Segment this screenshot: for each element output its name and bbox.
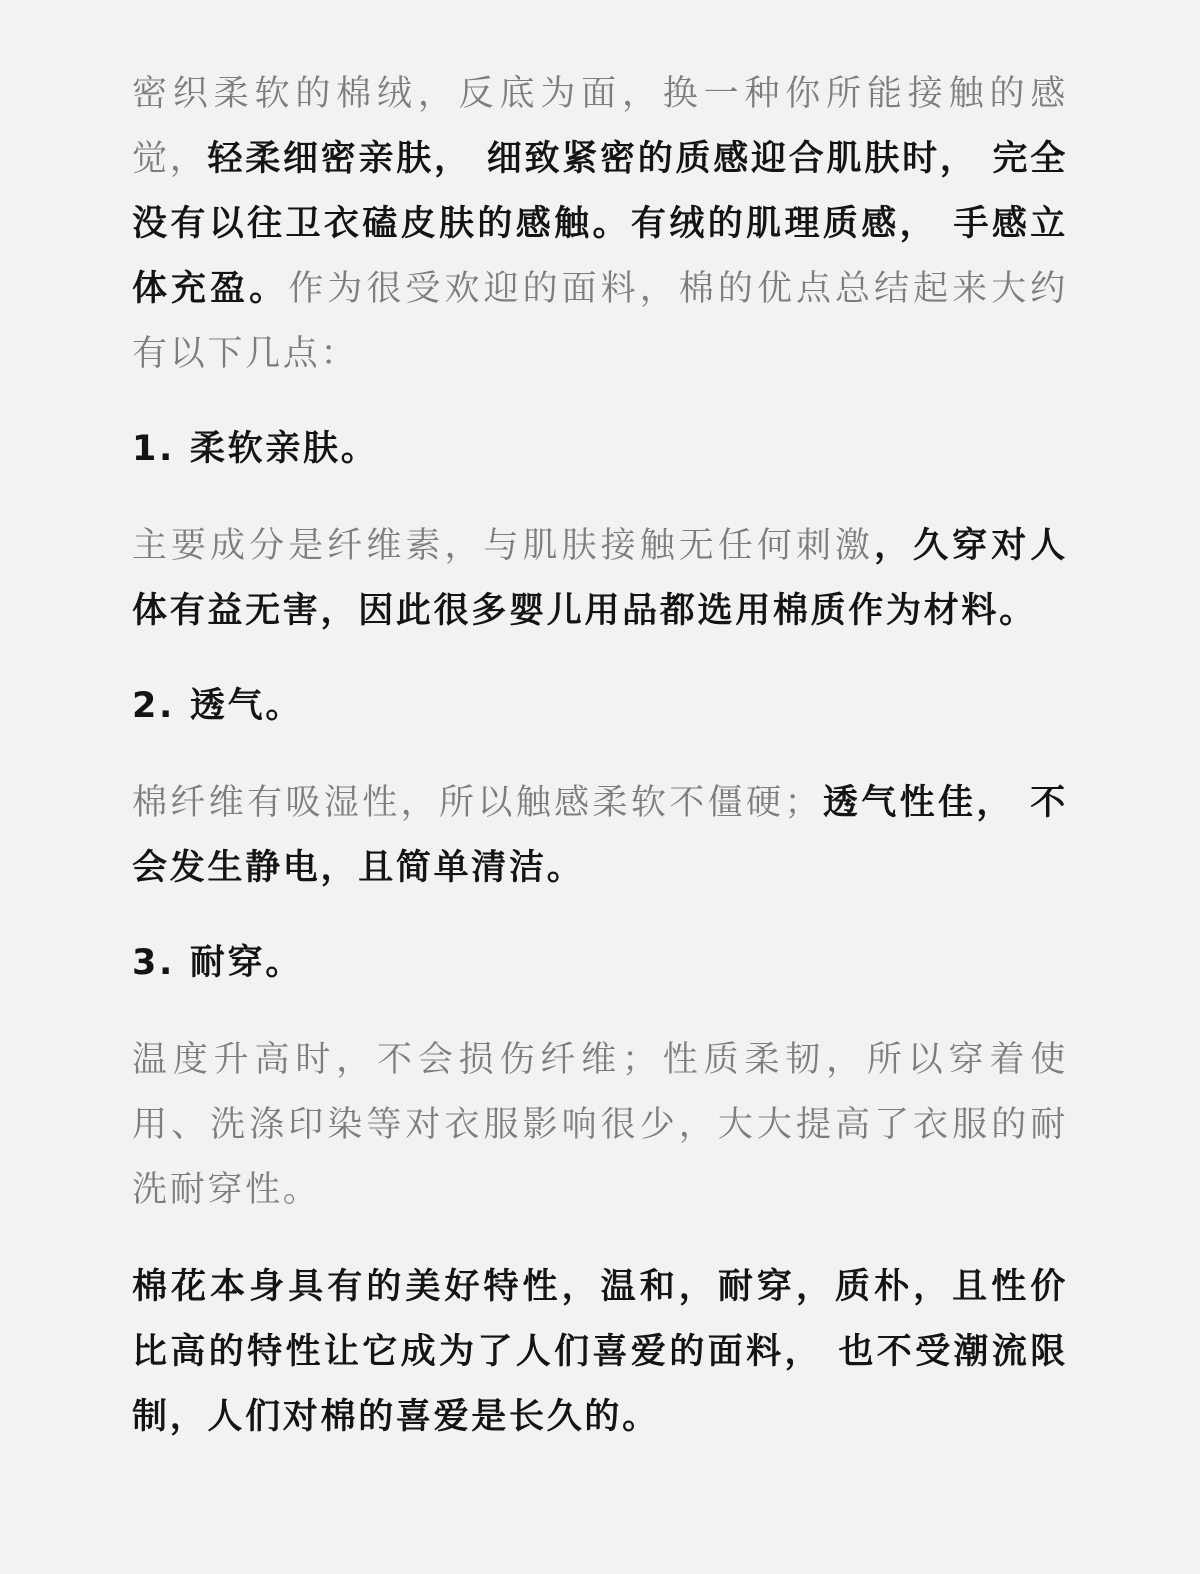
point-3-heading: 3. 耐穿。 (132, 943, 304, 983)
point-2-text-bold: 透气性佳， 不会发生静电，且简单清洁。 (132, 783, 1068, 888)
intro-paragraph (132, 62, 1068, 387)
intro-text-light: 密织柔软的棉绒，反底为面，换一种你所能接触的感觉， (132, 74, 1068, 179)
point-1-text-light: 主要成分是纤维素，与肌肤接触无任何刺激 (132, 526, 875, 566)
point-1-heading: 1. 柔软亲肤。 (132, 429, 379, 469)
conclusion-paragraph: 棉花本身具有的美好特性，温和，耐穿，质朴，且性价比高的特性让它成为了人们喜爱的面料， 也不受潮流限制，人们对棉的喜爱是长久的。 (132, 1267, 1068, 1437)
intro-text-light-tail: 作为很受欢迎的面料，棉的优点总结起来大约有以下几点： (132, 269, 1068, 374)
point-3-text-light: 温度升高时，不会损伤纤维；性质柔韧，所以穿着使用、洗涤印染等对衣服影响很少，大大提高了衣服的耐洗耐穿性。 (132, 1040, 1068, 1210)
point-1-text-bold: ，久穿对人体有益无害，因此很多婴儿用品都选用棉质作为材料。 (132, 526, 1068, 631)
intro-text-bold: 轻柔细密亲肤， 细致紧密的质感迎合肌肤时， 完全没有以往卫衣磕皮肤的感触。有绒的肌理质感， 手感立体充盈。 (132, 139, 1068, 309)
point-3-paragraph (132, 1028, 1068, 1223)
article-body (132, 62, 1068, 1450)
point-2-paragraph (132, 771, 1068, 901)
point-2-text-light: 棉纤维有吸湿性，所以触感柔软不僵硬； (132, 783, 823, 823)
point-1-paragraph (132, 514, 1068, 644)
point-2-heading: 2. 透气。 (132, 686, 304, 726)
